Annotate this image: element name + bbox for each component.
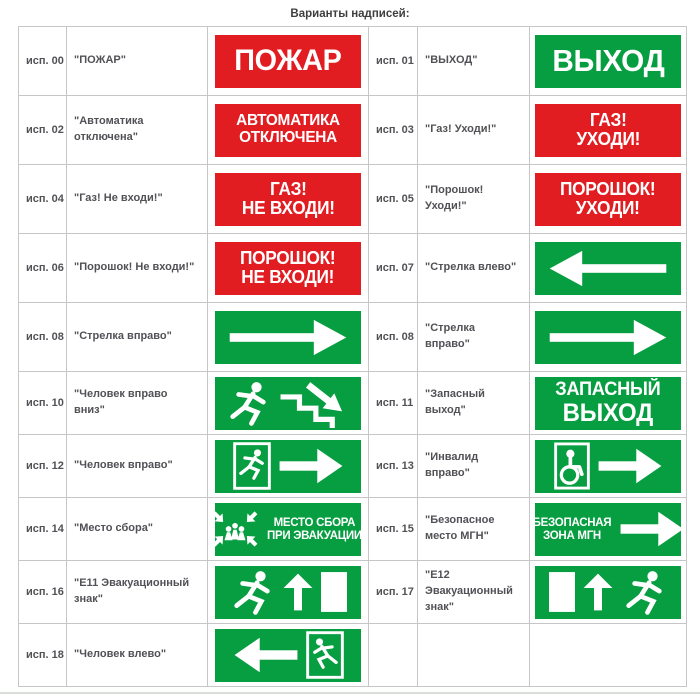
stairs-down-icon [278,378,352,428]
sign-cell [208,561,369,624]
variant-description-cell [418,624,530,687]
e11-evacuation-sign [215,566,361,619]
sign-cell [530,234,687,303]
runner-right-icon [621,569,667,615]
bottom-divider [0,692,700,694]
arrow-right-short-icon [619,509,685,549]
powder-no-entry-sign [215,242,361,295]
sign-cell [530,624,687,687]
sign-cell [208,624,369,687]
variant-code-cell: исп. 06 [19,234,67,303]
sign-text: ПОРОШОК! УХОДИ! [560,178,656,218]
sign-cell [530,372,687,435]
sign-text: ЗАПАСНЫЙ ВЫХОД [555,378,661,427]
gas-no-entry-sign [215,173,361,226]
variant-description-cell: "Газ! Не входи!" [67,165,208,234]
variant-description-cell: "Автоматика отключена" [67,96,208,165]
table-row [19,498,687,561]
variant-code-cell: исп. 10 [19,372,67,435]
sign-text: ГАЗ! НЕ ВХОДИ! [241,178,335,218]
variant-code-cell: исп. 13 [369,435,418,498]
variant-code-cell: исп. 04 [19,165,67,234]
variant-description-cell: "Стрелка влево" [418,234,530,303]
gas-leave-sign [535,104,681,157]
wheelchair-icon [554,442,590,490]
variant-description-cell: "Инвалид вправо" [418,435,530,498]
variant-description-cell: "ВЫХОД" [418,27,530,96]
page-title: Варианты надписей: [290,8,410,20]
variant-code-cell: исп. 16 [19,561,67,624]
variant-description-cell: "Порошок! Уходи!" [418,165,530,234]
door-solid-icon [321,572,347,612]
variant-code-cell: исп. 00 [19,27,67,96]
assembly-icon [212,508,258,550]
variant-description-cell: "Человек влево" [67,624,208,687]
table-row [19,165,687,234]
disabled-right-sign [535,440,681,493]
sign-cell [530,498,687,561]
variant-description-cell: "Человек вправо вниз" [67,372,208,435]
arrow-left-long-icon [545,247,671,290]
sign-cell [530,96,687,165]
variant-code-cell: исп. 18 [19,624,67,687]
variant-code-cell: исп. 01 [369,27,418,96]
arrow-right-long-icon [545,316,671,359]
variant-description-cell: "Газ! Уходи!" [418,96,530,165]
sign-cell [530,561,687,624]
variants-table [18,26,687,687]
table-row [19,234,687,303]
arrow-right-long-icon [225,316,351,359]
variant-code-cell: исп. 12 [19,435,67,498]
variant-description-cell: "Е11 Эвакуационный знак" [67,561,208,624]
variant-description-cell: "Порошок! Не входи!" [67,234,208,303]
man-right-sign [215,440,361,493]
runner-right-icon [229,569,275,615]
sign-cell [208,435,369,498]
variant-description-cell: "Безопасное место МГН" [418,498,530,561]
safe-zone-mgn-sign [532,503,681,556]
sign-cell [530,303,687,372]
sign-cell [208,303,369,372]
emergency-exit-sign [535,377,681,430]
arrow-up-icon [282,571,314,613]
variant-code-cell: исп. 11 [369,372,418,435]
sign-cell [208,372,369,435]
variant-code-cell: исп. 02 [19,96,67,165]
table-row [19,27,687,96]
sign-cell [208,27,369,96]
variant-description-cell: "Место сбора" [67,498,208,561]
table-row [19,96,687,165]
variant-description-cell: "Стрелка вправо" [67,303,208,372]
variant-description-cell: "Стрелка вправо" [418,303,530,372]
arrow-up-icon [582,571,614,613]
door-solid-icon [549,572,575,612]
arrow-right-sign [535,311,681,364]
sign-cell [208,498,369,561]
runner-right-icon [225,380,271,426]
sign-cell [530,165,687,234]
sign-text: ПОРОШОК! НЕ ВХОДИ! [240,247,336,287]
table-row [19,303,687,372]
variant-description-cell: "Человек вправо" [67,435,208,498]
sign-cell [208,234,369,303]
table-row [19,561,687,624]
table-row [19,372,687,435]
sign-cell [530,27,687,96]
sign-text: ПОЖАР [234,44,342,78]
variant-code-cell: исп. 15 [369,498,418,561]
automation-off-sign [215,104,361,157]
sign-cell [208,96,369,165]
door-runner-right-icon [233,442,271,490]
sign-text: БЕЗОПАСНАЯ ЗОНА МГН [532,515,611,542]
table-row [19,624,687,687]
variant-description-cell: "ПОЖАР" [67,27,208,96]
arrow-left-short-icon [233,635,299,675]
door-runner-left-icon [306,631,344,679]
powder-leave-sign [535,173,681,226]
arrow-right-short-icon [597,446,663,486]
variant-description-cell: "Запасный выход" [418,372,530,435]
variant-description-cell: "Е12 Эвакуационный знак" [418,561,530,624]
e12-evacuation-sign [535,566,681,619]
variant-code-cell: исп. 07 [369,234,418,303]
variant-code-cell: исп. 14 [19,498,67,561]
sign-cell [530,435,687,498]
arrow-right-short-icon [278,446,344,486]
sign-text: МЕСТО СБОРА ПРИ ЭВАКУАЦИИ [267,515,362,542]
variant-code-cell: исп. 05 [369,165,418,234]
variant-code-cell: исп. 03 [369,96,418,165]
arrow-right-sign [215,311,361,364]
exit-sign [535,35,681,88]
sign-text: АВТОМАТИКА ОТКЛЮЧЕНА [236,112,340,146]
fire-sign [215,35,361,88]
sign-text: ГАЗ! УХОДИ! [576,109,640,149]
table-row [19,435,687,498]
sign-text: ВЫХОД [551,42,665,78]
man-left-sign [215,629,361,682]
sign-cell [208,165,369,234]
variant-code-cell: исп. 08 [19,303,67,372]
arrow-left-sign [535,242,681,295]
variant-code-cell: исп. 08 [369,303,418,372]
variant-code-cell: исп. 17 [369,561,418,624]
assembly-point-sign [215,503,361,556]
man-right-down-sign [215,377,361,430]
variant-code-cell [369,624,418,687]
